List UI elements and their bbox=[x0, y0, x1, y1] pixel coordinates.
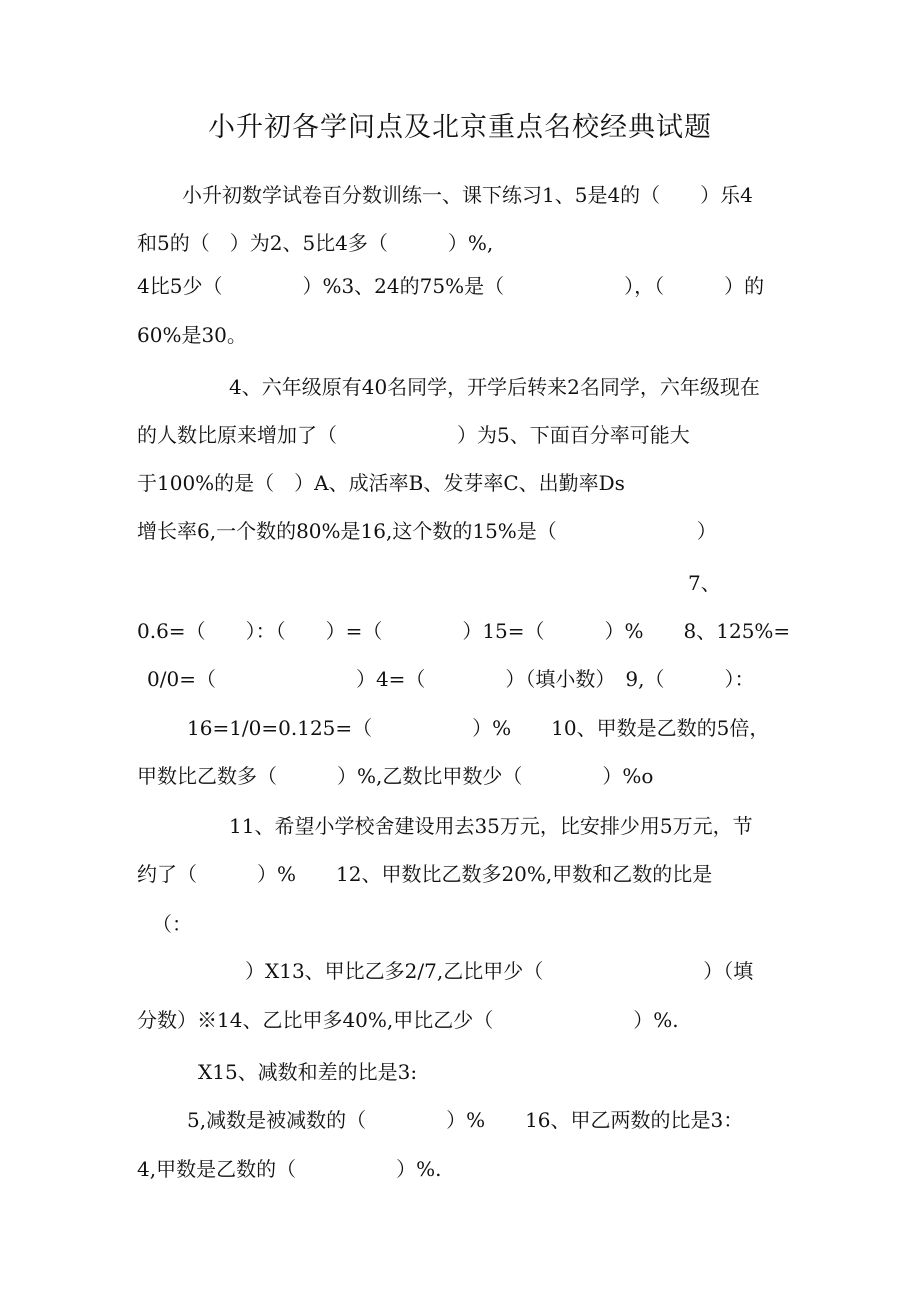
text-line: 5,减数是被减数的（ ）% 16、甲乙两数的比是3： bbox=[187, 1108, 744, 1132]
text-line: 16=1/0=0.125=（ ）% 10、甲数是乙数的5倍， bbox=[187, 716, 770, 740]
text-line: 4、六年级原有40名同学，开学后转来2名同学，六年级现在 bbox=[229, 375, 760, 399]
text-line: 4比5少（ ）%3、24的75%是（ ），（ ）的 bbox=[137, 274, 765, 298]
text-line: 甲数比乙数多（ ）%,乙数比甲数少（ ）%o bbox=[137, 764, 654, 788]
text-line: 和5的（ ）为2、5比4多（ ）%, bbox=[137, 231, 494, 255]
text-line: 增长率6,一个数的80%是16,这个数的15%是（ ） bbox=[137, 519, 717, 543]
text-line: ）X13、甲比乙多2/7,乙比甲少（ ）（填 bbox=[245, 959, 754, 983]
text-line: X15、减数和差的比是3: bbox=[198, 1060, 418, 1084]
text-line: 0.6=（ ）：（ ）=（ ）15=（ ）% 8、125%= bbox=[137, 619, 791, 643]
text-line: 约了（ ）% 12、甲数比乙数多20%,甲数和乙数的比是 bbox=[137, 862, 713, 886]
text-line: 60%是30。 bbox=[137, 323, 247, 347]
text-line: （： bbox=[152, 912, 192, 936]
text-line: 4,甲数是乙数的（ ）%. bbox=[137, 1157, 442, 1181]
text-line: 分数）※14、乙比甲多40%,甲比乙少（ ）%. bbox=[137, 1008, 679, 1032]
text-line: 0/0=（ ）4=（ ）（填小数） 9,（ ）： bbox=[147, 667, 755, 691]
page-title: 小升初各学问点及北京重点名校经典试题 bbox=[208, 112, 712, 143]
text-line: 11、希望小学校舍建设用去35万元，比安排少用5万元，节 bbox=[229, 814, 753, 838]
text-line: 于100%的是（ ）A、成活率B、发芽率C、出勤率Ds bbox=[137, 471, 625, 495]
text-line: 小升初数学试卷百分数训练一、课下练习1、5是4的（ ）乐4 bbox=[182, 183, 753, 207]
text-line: 7、 bbox=[688, 571, 721, 595]
text-line: 的人数比原来增加了（ ）为5、下面百分率可能大 bbox=[137, 423, 690, 447]
